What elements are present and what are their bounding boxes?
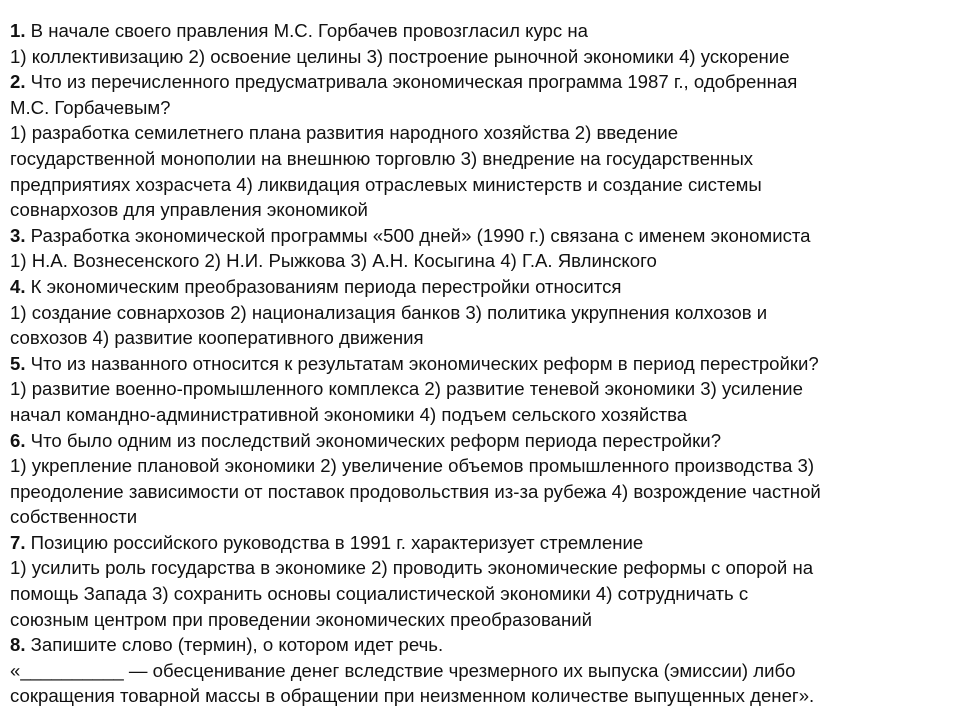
question-1-line-1: [10, 18, 950, 44]
answer-options-6-line-2: преодоление зависимости от поставок продовольствия из-за рубежа 4) возрождение частной: [10, 480, 821, 502]
answer-options-4-line-1: 1) создание совнархозов 2) национализация банков 3) политика укрупнения колхозов и: [10, 301, 768, 323]
answer-options-2-line-1: 1) разработка семилетнего плана развития народного хозяйства 2) введение: [10, 122, 679, 144]
answer-options-3-line-1: 1) Н.А. Вознесенского 2) Н.И. Рыжкова 3) А.Н. Косыгина 4) Г.А. Явлинского: [10, 250, 657, 272]
question-text-7: Позицию российского руководства в 1991 г. характеризует стремление: [25, 531, 644, 553]
answer-options-6-line-1: 1) укрепление плановой экономики 2) увеличение объемов промышленного производства 3): [10, 455, 815, 477]
definition-text-8-line-1: «__________ — обесценивание денег вследствие чрезмерного их выпуска (эмиссии) либо: [10, 659, 796, 681]
answer-options-7-line-2: помощь Запада 3) сохранить основы социалистической экономики 4) сотрудничать с: [10, 583, 749, 605]
answer-options-2-line-3: предприятиях хозрасчета 4) ликвидация отраслевых министерств и создание системы: [10, 173, 762, 195]
answer-options-2-line-2: государственной монополии на внешнюю торговлю 3) внедрение на государственных: [10, 147, 754, 169]
answer-options-1-line-1: 1) коллективизацию 2) освоение целины 3) построение рыночной экономики 4) ускорение: [10, 45, 790, 67]
question-number-5: 5.: [10, 352, 26, 374]
question-block-8: [10, 632, 950, 709]
answer-options-5-line-1: 1) развитие военно-промышленного комплекса 2) развитие теневой экономики 3) усиление: [10, 378, 803, 400]
question-number-7: 7.: [10, 531, 26, 553]
question-3-line-1: [10, 223, 950, 249]
question-number-8: 8.: [10, 634, 26, 656]
question-text-5: Что из названного относится к результатам экономических реформ в период перестройки?: [25, 352, 819, 374]
question-block-6: [10, 428, 950, 530]
question-text-6: Что было одним из последствий экономических реформ периода перестройки?: [25, 429, 722, 451]
question-number-4: 4.: [10, 275, 26, 297]
answer-options-7-line-1: 1) усилить роль государства в экономике 2) проводить экономические реформы с опорой на: [10, 557, 814, 579]
answer-options-4-line-2: совхозов 4) развитие кооперативного движения: [10, 327, 424, 349]
answer-options-7-line-3: союзным центром при проведении экономических преобразований: [10, 608, 592, 630]
question-number-6: 6.: [10, 429, 26, 451]
question-text-8: Запишите слово (термин), о котором идет речь.: [25, 634, 444, 656]
question-block-3: [10, 223, 950, 274]
question-text-2: Что из перечисленного предусматривала экономическая программа 1987 г., одобренная: [25, 71, 798, 93]
question-block-7: [10, 530, 950, 632]
question-2-line-1: [10, 69, 950, 95]
question-text-4: К экономическим преобразованиям периода перестройки относится: [25, 275, 622, 297]
question-block-2: [10, 69, 950, 223]
question-4-line-1: [10, 274, 950, 300]
question-6-line-1: [10, 428, 950, 454]
question-2-line-2: М.С. Горбачевым?: [10, 96, 171, 118]
question-8-line-1: [10, 632, 950, 658]
question-number-2: 2.: [10, 71, 26, 93]
question-5-line-1: [10, 351, 950, 377]
answer-options-2-line-4: совнархозов для управления экономикой: [10, 199, 368, 221]
question-block-1: [10, 18, 950, 69]
definition-text-8-line-2: сокращения товарной массы в обращении при неизменном количестве выпущенных денег».: [10, 685, 815, 707]
question-text-1: В начале своего правления М.С. Горбачев провозгласил курс на: [25, 20, 588, 41]
question-number-3: 3.: [10, 224, 26, 246]
question-block-4: [10, 274, 950, 351]
answer-options-6-line-3: собственности: [10, 506, 138, 528]
question-7-line-1: [10, 530, 950, 556]
question-block-5: [10, 351, 950, 428]
question-number-1: 1.: [10, 20, 26, 41]
question-text-3: Разработка экономической программы «500 дней» (1990 г.) связана с именем экономиста: [25, 224, 811, 246]
answer-options-5-line-2: начал командно-административной экономики 4) подъем сельского хозяйства: [10, 403, 688, 425]
